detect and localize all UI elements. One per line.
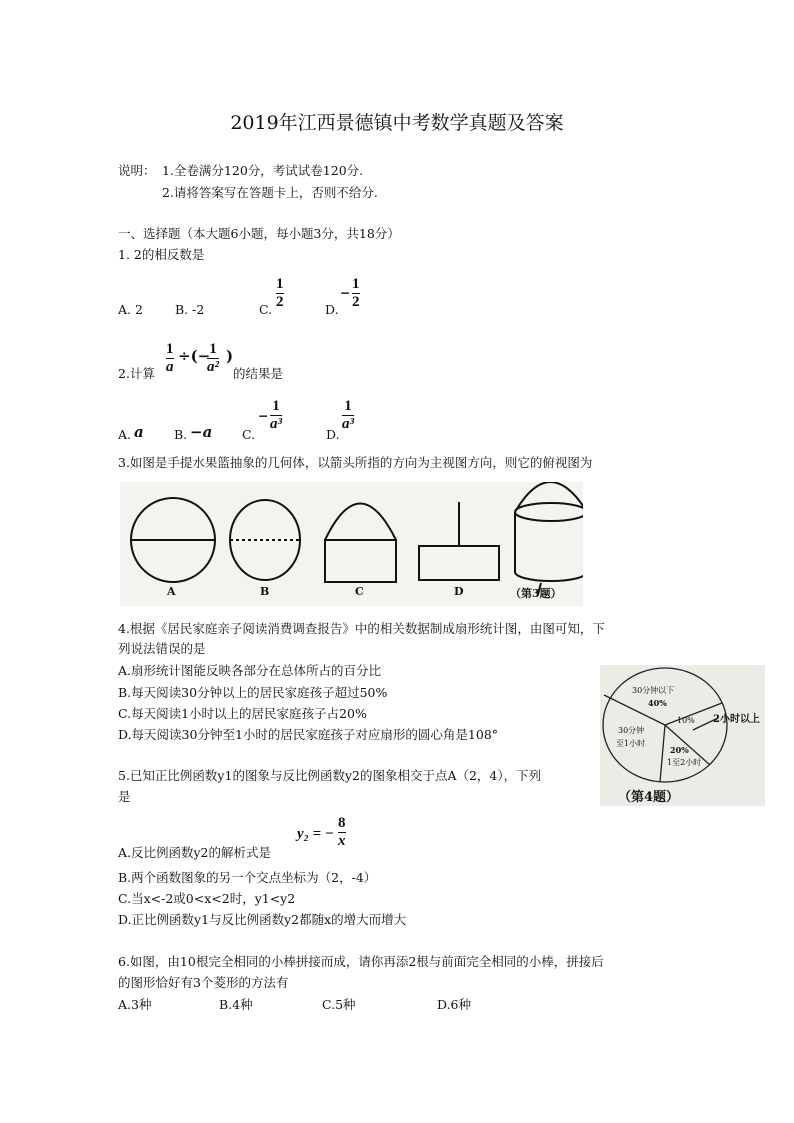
q6-stem-2: 的图形恰好有3个菱形的方法有 <box>118 975 289 990</box>
q5-stem-1: 5.已知正比例函数y1的图象与反比例函数y2的图象相交于点A（2，4），下列 <box>118 768 542 783</box>
note-2: 2.请将答案写在答题卡上，否则不给分. <box>162 185 378 200</box>
q1-d-minus: − <box>340 285 351 300</box>
numerator: 1 <box>344 398 352 414</box>
numerator: 1 <box>276 276 284 292</box>
q2-stem-prefix: 2.计算 <box>118 366 155 381</box>
q5-option-a: A.反比例函数y2的解析式是 <box>118 845 272 860</box>
denominator: a² <box>207 359 219 375</box>
pie-divider <box>660 725 665 782</box>
q4-option-b: B.每天阅读30分钟以上的居民家庭孩子超过50% <box>118 685 388 700</box>
q1-stem: 1. 2的相反数是 <box>118 247 205 262</box>
numerator: 1 <box>352 276 360 292</box>
denominator: 2 <box>352 294 360 310</box>
q5-formula-fraction <box>338 815 346 850</box>
q2-option-a: A. <box>118 427 132 442</box>
q3-stem: 3.如图是手提水果篮抽象的几何体，以箭头所指的方向为主视图方向，则它的俯视图为 <box>118 455 593 470</box>
slice-label: 30分钟 <box>618 726 645 735</box>
callout-label: 2小时以上 <box>713 714 760 725</box>
numerator: 8 <box>338 815 346 831</box>
q3-figure <box>120 482 583 606</box>
fruit-basket-handle <box>515 482 583 512</box>
q3-caption: （第3题） <box>510 587 562 600</box>
q2-c-fraction <box>270 398 282 433</box>
q5-formula-lhs: y₂ = − <box>297 826 335 842</box>
q2-option-b: B. <box>174 427 188 442</box>
q6-option-c: C.5种 <box>322 997 356 1012</box>
q6-option-d: D.6种 <box>437 997 472 1012</box>
q2-divide: ÷(− <box>178 347 211 365</box>
q5-option-d: D.正比例函数y1与反比例函数y2都随x的增大而增大 <box>118 912 407 927</box>
numerator: 1 <box>166 341 174 357</box>
q2-option-d: D. <box>326 427 340 442</box>
q2-c-minus: − <box>258 408 269 423</box>
q5-stem-2: 是 <box>118 789 131 804</box>
q1-option-a: A. 2 <box>118 302 143 317</box>
q6-option-b: B.4种 <box>219 997 253 1012</box>
q1-option-c: C. <box>259 302 273 317</box>
q2-stem-suffix: 的结果是 <box>233 366 284 381</box>
q4-pie-figure <box>600 665 765 806</box>
q4-stem-2: 列说法错误的是 <box>118 641 206 656</box>
q2-frac-2 <box>207 341 219 376</box>
option-c-shape <box>325 504 396 583</box>
q2-b-value: −a <box>190 423 213 441</box>
q1-c-fraction <box>276 276 284 311</box>
denominator: a³ <box>270 416 282 432</box>
q4-option-a: A.扇形统计图能反映各部分在总体所占的百分比 <box>118 663 382 678</box>
document-title: 2019年江西景德镇中考数学真题及答案 <box>230 112 564 134</box>
label-d: D <box>454 585 464 598</box>
q2-a-value: a <box>134 423 144 441</box>
notes-label: 说明： <box>118 163 156 178</box>
q6-stem-1: 6.如图，由10根完全相同的小棒拼接而成，请你再添2根与前面完全相同的小棒，拼接后 <box>118 954 604 969</box>
slice-percent: 10% <box>677 716 695 725</box>
label-b: B <box>260 585 270 598</box>
label-a: A <box>167 585 176 598</box>
slice-label: 30分钟以下 <box>632 686 675 695</box>
q1-d-fraction <box>352 276 360 311</box>
q2-option-c: C. <box>242 427 256 442</box>
q2-d-fraction <box>342 398 354 433</box>
denominator: a <box>166 359 174 375</box>
q5-option-b: B.两个函数图象的另一个交点坐标为（2，-4） <box>118 870 377 885</box>
q4-option-d: D.每天阅读30分钟至1小时的居民家庭孩子对应扇形的圆心角是108° <box>118 727 499 742</box>
label-c: C <box>355 585 364 598</box>
q1-option-b: B. -2 <box>175 302 205 317</box>
note-1: 1.全卷满分120分，考试试卷120分. <box>162 163 364 178</box>
numerator: 1 <box>272 398 280 414</box>
q1-option-d: D. <box>325 302 339 317</box>
q4-stem-1: 4.根据《居民家庭亲子阅读消费调查报告》中的相关数据制成扇形统计图，由图可知，下 <box>118 621 605 636</box>
section-heading: 一、选择题（本大题6小题，每小题3分，共18分） <box>118 226 400 241</box>
numerator: 1 <box>209 341 217 357</box>
denominator: x <box>338 833 346 849</box>
denominator: 2 <box>276 294 284 310</box>
slice-label: 至1小时 <box>616 739 646 748</box>
q4-caption: （第4题） <box>618 790 680 805</box>
q4-option-c: C.每天阅读1小时以上的居民家庭孩子占20% <box>118 706 367 721</box>
q2-frac-1 <box>166 341 174 376</box>
denominator: a³ <box>342 416 354 432</box>
slice-label: 1至2小时 <box>667 758 702 767</box>
q6-option-a: A.3种 <box>118 997 152 1012</box>
option-b-shape <box>230 500 300 580</box>
q2-close-paren: ) <box>226 347 234 365</box>
slice-percent: 20% <box>670 745 689 755</box>
slice-percent: 40% <box>648 698 667 708</box>
q5-option-c: C.当x<-2或0<x<2时，y1<y2 <box>118 891 296 906</box>
